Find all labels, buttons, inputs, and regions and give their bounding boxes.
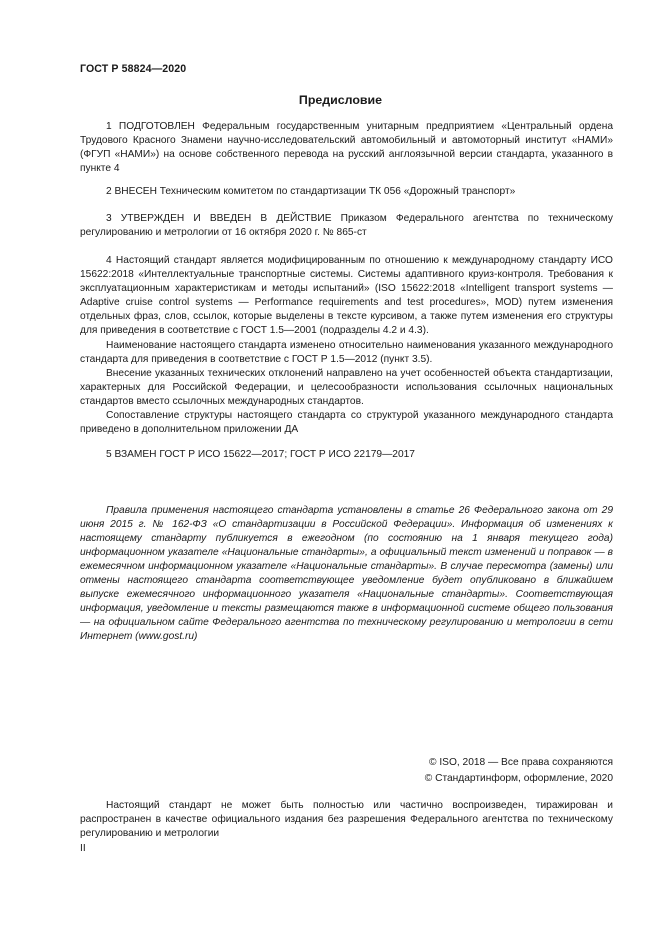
standard-code-header: ГОСТ Р 58824—2020 [80, 63, 187, 75]
page-number: II [80, 843, 86, 854]
item-1-text: 1 ПОДГОТОВЛЕН Федеральным государственным унитарным предприятием «Центральный ордена Трудового Красного Знамени научно-исследовательский автомобильный и автомоторный институт «НАМИ» (ФГУП «НАМИ») на основе собственного перевода на русский англоязычной версии стандарта, указанного в пункте 4 [80, 121, 613, 175]
copyright-block [425, 755, 613, 787]
item-2-text: 2 ВНЕСЕН Техническим комитетом по стандартизации ТК 056 «Дорожный транспорт» [106, 186, 516, 197]
foreword-item-2 [80, 185, 613, 199]
item-4-paragraph-2: Наименование настоящего стандарта изменено относительно наименования указанного международного стандарта для приведения в соответствие с ГОСТ Р 1.5—2012 (пункт 3.5). [80, 339, 613, 365]
foreword-item-5 [80, 448, 613, 462]
item-4-paragraph-3: Внесение указанных технических отклонений направлено на учет особенностей объекта стандартизации, характерных для Российской Федерации, и целесообразности использования ссылочных национальных стандартов вместо ссылочных международных стандартов. [80, 367, 613, 407]
item-3-text: 3 УТВЕРЖДЕН И ВВЕДЕН В ДЕЙСТВИЕ Приказом Федерального агентства по техническому регулированию и метрологии от 16 октября 2020 г. № 865-ст [80, 213, 613, 239]
item-4-paragraph-1: 4 Настоящий стандарт является модифицированным по отношению к международному стандарту ИСО 15622:2018 «Интеллектуальные транспортные системы. Системы адаптивного круиз-контроля. Требования к эксплуатационным характеристикам и методы испытаний» (ISO 15622:2018 «Intelligent transport systems — Adaptive cruise control systems — Performance requirements and test procedures», MOD) путем изменения отдельных фраз, слов, ссылок, которые выделены в тексте курсивом, а также путем изменения его структуры для приведения в соответствие с ГОСТ 1.5—2001 (подразделы 4.2 и 4.3). [80, 255, 613, 337]
foreword-item-4 [80, 254, 613, 437]
item-5-text: 5 ВЗАМЕН ГОСТ Р ИСО 15622—2017; ГОСТ Р ИСО 22179—2017 [106, 449, 415, 460]
application-rules-notice [80, 504, 613, 644]
item-4-paragraph-4: Сопоставление структуры настоящего стандарта со структурой указанного международного стандарта приведено в дополнительном приложении ДА [80, 410, 613, 436]
reproduction-notice [80, 799, 613, 841]
reproduction-notice-text: Настоящий стандарт не может быть полностью или частично воспроизведен, тиражирован и распространен в качестве официального издания без разрешения Федерального агентства по техническому регулированию и метрологии [80, 800, 613, 839]
notice-text: Правила применения настоящего стандарта установлены в статье 26 Федерального закона от 29 июня 2015 г. № 162-ФЗ «О стандартизации в Российской Федерации». Информация об изменениях к настоящему стандарту публикуется в ежегодном (по состоянию на 1 января текущего года) информационном указателе «Национальные стандарты», а официальный текст изменений и поправок — в ежемесячном информационном указателе «Национальные стандарты». В случае пересмотра (замены) или отмены настоящего стандарта соответствующее уведомление будет опубликовано в ближайшем выпуске ежемесячного информационного указателя «Национальные стандарты». Соответствующая информация, уведомление и тексты размещаются также в информационной системе общего пользования — на официальном сайте Федерального агентства по техническому регулированию и метрологии в сети Интернет (www.gost.ru) [80, 505, 613, 642]
foreword-item-1 [80, 120, 613, 176]
foreword-item-3 [80, 212, 613, 240]
page-title: Предисловие [298, 93, 383, 107]
standartinform-copyright: © Стандартинформ, оформление, 2020 [424, 773, 613, 784]
iso-copyright: © ISO, 2018 — Все права сохраняются [429, 757, 613, 768]
